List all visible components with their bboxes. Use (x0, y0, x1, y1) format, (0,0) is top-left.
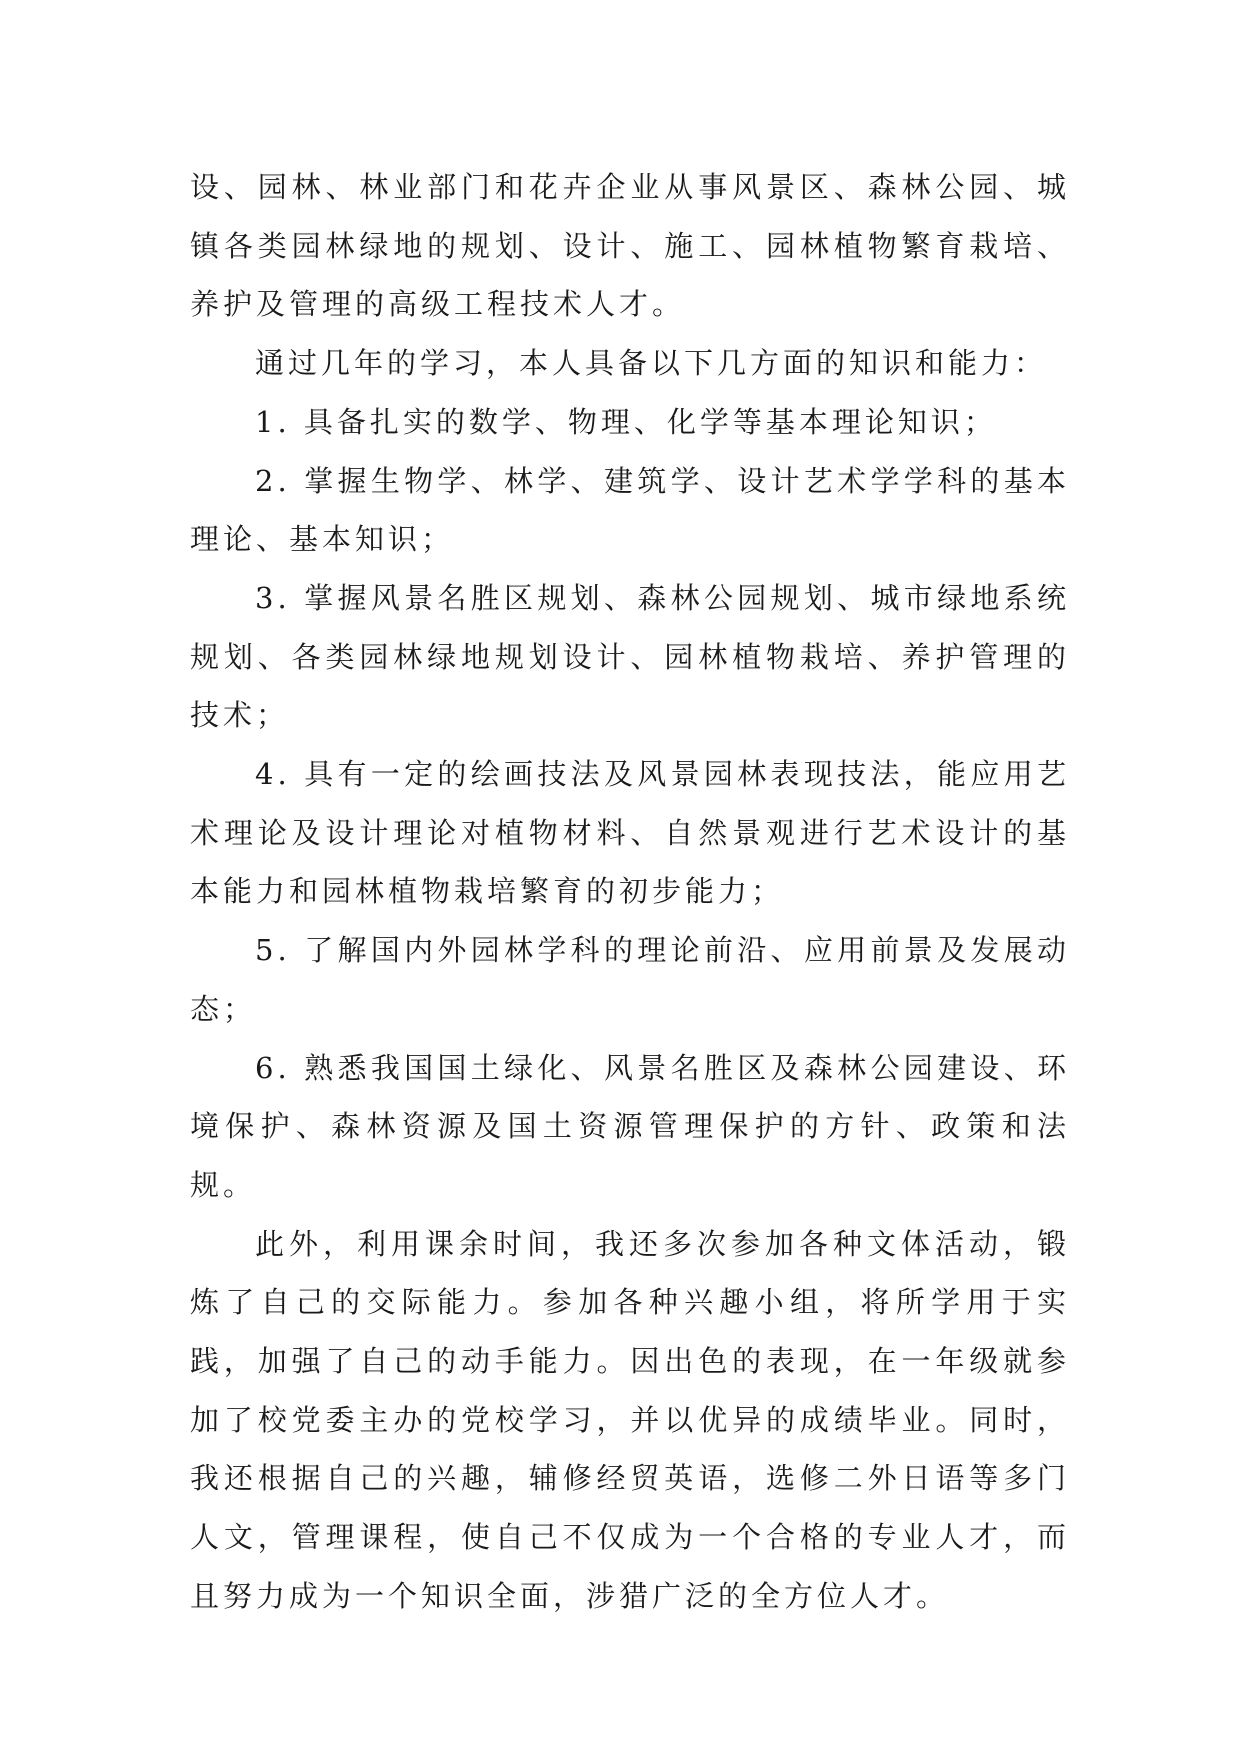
text-line: 技术； (190, 698, 290, 733)
text-line: 6. 熟悉我国国土绿化、风景名胜区及森林公园建设、环 (255, 1050, 1070, 1085)
paragraph-intro-continued (190, 158, 1070, 334)
text-line: 5. 了解国内外园林学科的理论前沿、应用前景及发展动 (255, 933, 1070, 968)
text-line: 理论、基本知识； (190, 522, 455, 557)
text-line: 养护及管理的高级工程技术人才。 (190, 287, 686, 322)
text-line: 管理课程，使自己不仅成为一个合格的专业人才，而且努力 (190, 1520, 1070, 1613)
list-item-3 (190, 569, 1070, 745)
text-line: 本能力和园林植物栽培繁育的初步能力； (190, 874, 785, 909)
text-line: 校党委主办的党校学习，并以优异的成绩毕业。同时，我还 (190, 1402, 1070, 1496)
text-line: 4. 具有一定的绘画技法及风景园林表现技法，能应用艺 (255, 757, 1070, 792)
text-line: 态； (190, 991, 257, 1026)
text-line: 此外，利用课余时间，我还多次参加各种文体活动，锻 (255, 1226, 1070, 1261)
text-line: 2. 掌握生物学、林学、建筑学、设计艺术学学科的基本 (255, 463, 1070, 498)
text-line: 成为一个知识全面，涉猎广泛的全方位人才。 (289, 1578, 950, 1613)
document-body (190, 158, 1070, 1626)
text-line: 境保护、森林资源及国土资源管理保护的方针、政策和法规。 (190, 1109, 1070, 1202)
text-line: 根据自己的兴趣，辅修经贸英语，选修二外日语等多门人文， (190, 1461, 1070, 1555)
text-line: 术理论及设计理论对植物材料、自然景观进行艺术设计的基 (190, 815, 1070, 850)
text-line: 通过几年的学习，本人具备以下几方面的知识和能力： (255, 346, 1048, 381)
list-item-2 (190, 452, 1070, 569)
text-line: 设、园林、林业部门和花卉企业从事风景区、森林公园、城 (190, 170, 1070, 204)
list-item-4 (190, 745, 1070, 921)
text-line: 规划、各类园林绿地规划设计、园林植物栽培、养护管理的 (190, 639, 1070, 674)
list-item-5 (190, 921, 1070, 1038)
text-line: 1. 具备扎实的数学、物理、化学等基本理论知识； (255, 404, 997, 439)
text-line: 加强了自己的动手能力。因出色的表现，在一年级就参加了 (190, 1344, 1070, 1437)
text-line: 炼了自己的交际能力。参加各种兴趣小组，将所学用于实践， (190, 1285, 1070, 1379)
paragraph-abilities-intro (190, 334, 1070, 393)
list-item-6 (190, 1039, 1070, 1215)
text-line: 镇各类园林绿地的规划、设计、施工、园林植物繁育栽培、 (190, 228, 1070, 263)
text-line: 3. 掌握风景名胜区规划、森林公园规划、城市绿地系统 (255, 580, 1070, 615)
list-item-1 (190, 393, 1070, 452)
paragraph-extracurricular (190, 1215, 1070, 1626)
